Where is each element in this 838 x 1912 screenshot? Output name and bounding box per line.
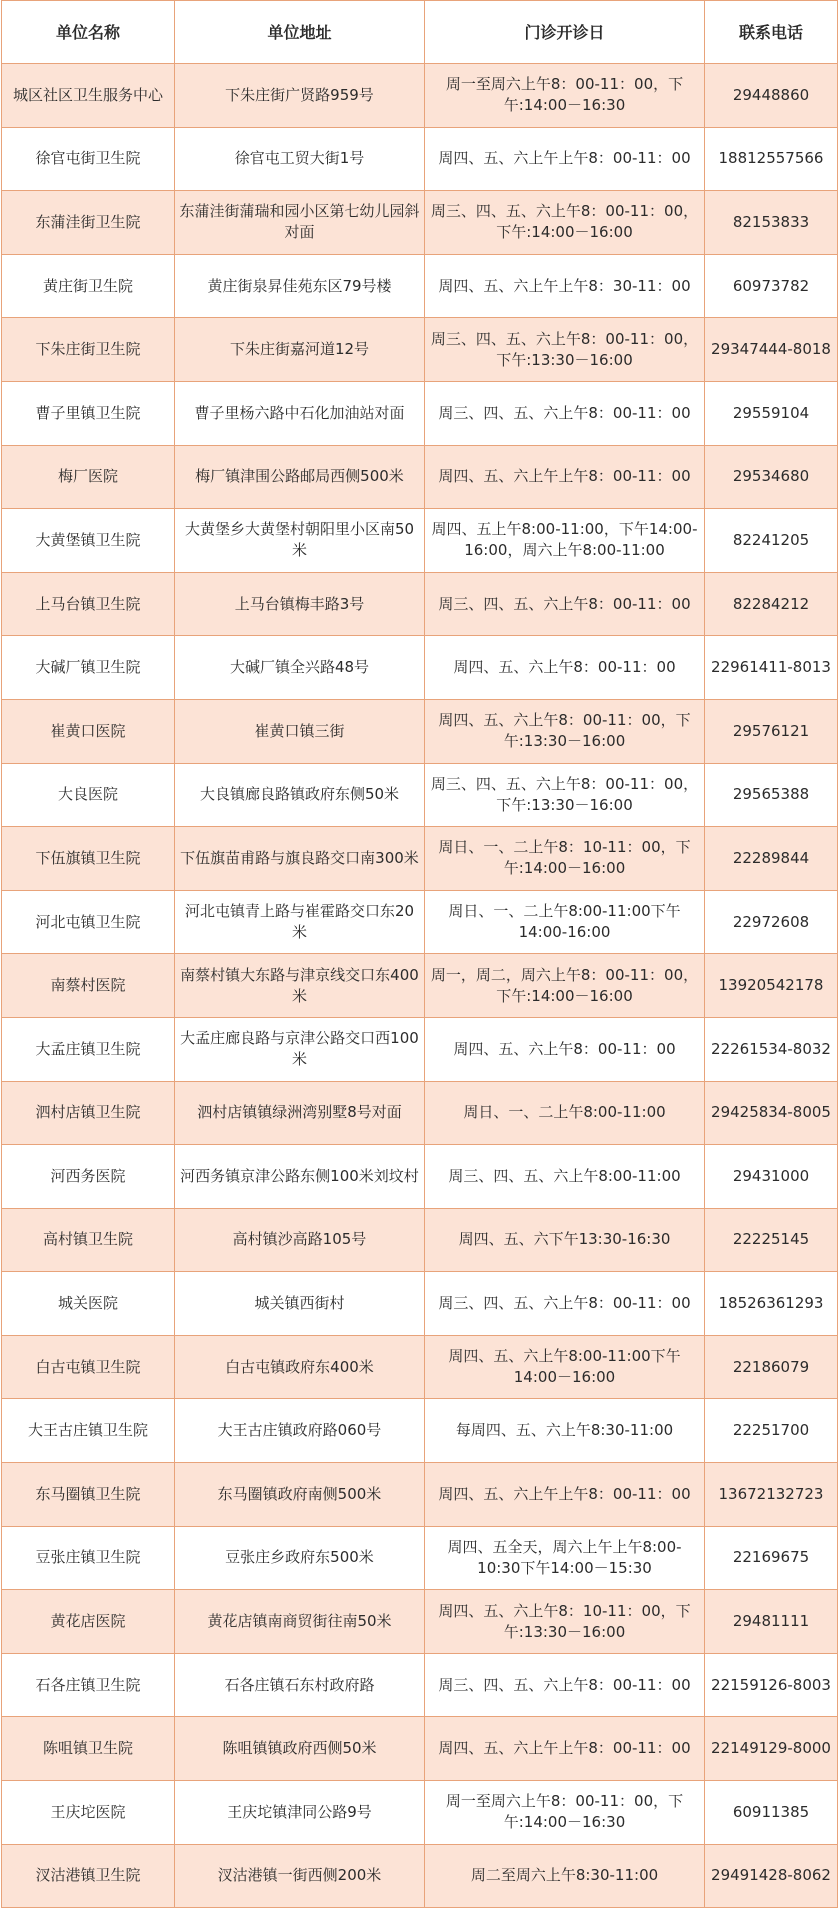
cell-address: 黄庄街泉昇佳苑东区79号楼: [175, 254, 425, 318]
cell-address: 大碱厂镇全兴路48号: [175, 636, 425, 700]
cell-address: 河西务镇京津公路东侧100米刘坟村: [175, 1145, 425, 1209]
cell-hours: 周三、四、五、六上午8：00-11：00: [425, 1272, 705, 1336]
cell-address: 南蔡村镇大东路与津京线交口东400米: [175, 954, 425, 1018]
table-row: [2, 1781, 838, 1845]
table-row: [2, 64, 838, 128]
cell-address: 汊沽港镇一街西侧200米: [175, 1844, 425, 1908]
cell-name: 城区社区卫生服务中心: [2, 64, 175, 128]
header-hours: 门诊开诊日: [425, 1, 705, 64]
cell-name: 河西务医院: [2, 1145, 175, 1209]
cell-name: 石各庄镇卫生院: [2, 1653, 175, 1717]
cell-address: 梅厂镇津围公路邮局西侧500米: [175, 445, 425, 509]
cell-hours: 周四、五、六下午13:30-16:30: [425, 1208, 705, 1272]
cell-name: 下朱庄街卫生院: [2, 318, 175, 382]
cell-name: 大孟庄镇卫生院: [2, 1017, 175, 1081]
cell-phone: 60911385: [705, 1781, 838, 1845]
cell-address: 王庆坨镇津同公路9号: [175, 1781, 425, 1845]
cell-name: 大碱厂镇卫生院: [2, 636, 175, 700]
cell-address: 上马台镇梅丰路3号: [175, 572, 425, 636]
cell-phone: 18812557566: [705, 127, 838, 191]
table-row: [2, 1017, 838, 1081]
cell-name: 豆张庄镇卫生院: [2, 1526, 175, 1590]
table-row: [2, 1717, 838, 1781]
cell-phone: 22961411-8013: [705, 636, 838, 700]
table-row: [2, 1844, 838, 1908]
cell-phone: 22261534-8032: [705, 1017, 838, 1081]
cell-name: 梅厂医院: [2, 445, 175, 509]
cell-hours: 周四、五上午8:00-11:00，下午14:00-16:00，周六上午8:00-11:00: [425, 509, 705, 573]
cell-name: 泗村店镇卫生院: [2, 1081, 175, 1145]
table-row: [2, 572, 838, 636]
cell-phone: 22159126-8003: [705, 1653, 838, 1717]
table-body: [2, 64, 838, 1908]
cell-phone: 29576121: [705, 699, 838, 763]
cell-hours: 周四、五、六上午上午8：00-11：00: [425, 1463, 705, 1527]
table-row: [2, 1463, 838, 1527]
cell-name: 大良医院: [2, 763, 175, 827]
cell-name: 东马圈镇卫生院: [2, 1463, 175, 1527]
table-row: [2, 254, 838, 318]
cell-name: 白古屯镇卫生院: [2, 1335, 175, 1399]
cell-name: 高村镇卫生院: [2, 1208, 175, 1272]
cell-address: 下朱庄街嘉河道12号: [175, 318, 425, 382]
cell-hours: 周四、五、六上午8：10-11：00，下午:13:30－16:00: [425, 1590, 705, 1654]
cell-hours: 周四、五、六上午上午8：00-11：00: [425, 127, 705, 191]
cell-hours: 周一至周六上午8：00-11：00，下午:14:00－16:30: [425, 64, 705, 128]
cell-address: 崔黄口镇三街: [175, 699, 425, 763]
table-row: [2, 763, 838, 827]
cell-hours: 周三、四、五、六上午8：00-11：00: [425, 381, 705, 445]
table-row: [2, 1145, 838, 1209]
table-row: [2, 191, 838, 255]
cell-hours: 周一，周二，周六上午8：00-11：00，下午:14:00－16:00: [425, 954, 705, 1018]
cell-hours: 周四、五、六上午上午8：00-11：00: [425, 445, 705, 509]
table-header: [2, 1, 838, 64]
cell-phone: 29448860: [705, 64, 838, 128]
cell-phone: 29559104: [705, 381, 838, 445]
table-row: [2, 636, 838, 700]
cell-hours: 周四、五、六上午8：00-11：00: [425, 1017, 705, 1081]
cell-phone: 60973782: [705, 254, 838, 318]
table-row: [2, 1335, 838, 1399]
cell-name: 下伍旗镇卫生院: [2, 827, 175, 891]
table-row: [2, 1399, 838, 1463]
cell-hours: 周日、一、二上午8:00-11:00下午14:00-16:00: [425, 890, 705, 954]
cell-name: 王庆坨医院: [2, 1781, 175, 1845]
cell-hours: 周三、四、五、六上午8：00-11：00: [425, 1653, 705, 1717]
cell-name: 徐官屯街卫生院: [2, 127, 175, 191]
cell-hours: 周四、五、六上午8：00-11：00，下午:13:30－16:00: [425, 699, 705, 763]
cell-name: 大黄堡镇卫生院: [2, 509, 175, 573]
cell-hours: 周三、四、五、六上午8：00-11：00，下午:13:30－16:00: [425, 318, 705, 382]
cell-phone: 22289844: [705, 827, 838, 891]
cell-name: 城关医院: [2, 1272, 175, 1336]
header-row: [2, 1, 838, 64]
cell-phone: 29565388: [705, 763, 838, 827]
cell-name: 上马台镇卫生院: [2, 572, 175, 636]
table-row: [2, 381, 838, 445]
cell-phone: 22169675: [705, 1526, 838, 1590]
cell-phone: 13672132723: [705, 1463, 838, 1527]
cell-hours: 周四、五、六上午上午8：30-11：00: [425, 254, 705, 318]
cell-name: 曹子里镇卫生院: [2, 381, 175, 445]
cell-phone: 22251700: [705, 1399, 838, 1463]
cell-hours: 周一至周六上午8：00-11：00，下午:14:00－16:30: [425, 1781, 705, 1845]
cell-phone: 82153833: [705, 191, 838, 255]
cell-hours: 周四、五、六上午上午8：00-11：00: [425, 1717, 705, 1781]
table-row: [2, 1653, 838, 1717]
cell-address: 徐官屯工贸大街1号: [175, 127, 425, 191]
cell-phone: 22225145: [705, 1208, 838, 1272]
cell-phone: 29481111: [705, 1590, 838, 1654]
cell-name: 陈咀镇卫生院: [2, 1717, 175, 1781]
cell-hours: 周四、五全天，周六上午上午8:00-10:30下午14:00－15:30: [425, 1526, 705, 1590]
table-row: [2, 1208, 838, 1272]
table-row: [2, 1526, 838, 1590]
cell-name: 河北屯镇卫生院: [2, 890, 175, 954]
cell-address: 下伍旗苗甫路与旗良路交口南300米: [175, 827, 425, 891]
cell-phone: 18526361293: [705, 1272, 838, 1336]
cell-hours: 周三、四、五、六上午8：00-11：00: [425, 572, 705, 636]
cell-address: 城关镇西街村: [175, 1272, 425, 1336]
cell-hours: 周三、四、五、六上午8：00-11：00，下午:14:00－16:00: [425, 191, 705, 255]
table-row: [2, 1590, 838, 1654]
cell-hours: 周四、五、六上午8:00-11:00下午14:00－16:00: [425, 1335, 705, 1399]
cell-address: 大王古庄镇政府路060号: [175, 1399, 425, 1463]
cell-address: 大孟庄廊良路与京津公路交口西100米: [175, 1017, 425, 1081]
table-row: [2, 890, 838, 954]
cell-hours: 周日、一、二上午8：10-11：00，下午:14:00－16:00: [425, 827, 705, 891]
cell-address: 东蒲洼街蒲瑞和园小区第七幼儿园斜对面: [175, 191, 425, 255]
cell-address: 白古屯镇政府东400米: [175, 1335, 425, 1399]
cell-address: 曹子里杨六路中石化加油站对面: [175, 381, 425, 445]
cell-address: 河北屯镇青上路与崔霍路交口东20米: [175, 890, 425, 954]
cell-phone: 13920542178: [705, 954, 838, 1018]
cell-address: 高村镇沙高路105号: [175, 1208, 425, 1272]
table-row: [2, 318, 838, 382]
table-row: [2, 1272, 838, 1336]
cell-phone: 22972608: [705, 890, 838, 954]
header-name: 单位名称: [2, 1, 175, 64]
cell-hours: 周三、四、五、六上午8:00-11:00: [425, 1145, 705, 1209]
cell-address: 大黄堡乡大黄堡村朝阳里小区南50米: [175, 509, 425, 573]
table-row: [2, 509, 838, 573]
cell-name: 黄庄街卫生院: [2, 254, 175, 318]
cell-phone: 22149129-8000: [705, 1717, 838, 1781]
cell-phone: 29534680: [705, 445, 838, 509]
cell-address: 泗村店镇镇绿洲湾别墅8号对面: [175, 1081, 425, 1145]
table-row: [2, 699, 838, 763]
table-row: [2, 445, 838, 509]
table-row: [2, 827, 838, 891]
table-row: [2, 127, 838, 191]
cell-phone: 82241205: [705, 509, 838, 573]
cell-address: 下朱庄街广贤路959号: [175, 64, 425, 128]
cell-hours: 周二至周六上午8:30-11:00: [425, 1844, 705, 1908]
cell-hours: 周日、一、二上午8:00-11:00: [425, 1081, 705, 1145]
table-row: [2, 954, 838, 1018]
cell-phone: 29347444-8018: [705, 318, 838, 382]
cell-phone: 82284212: [705, 572, 838, 636]
cell-hours: 周三、四、五、六上午8：00-11：00，下午:13:30－16:00: [425, 763, 705, 827]
cell-name: 东蒲洼街卫生院: [2, 191, 175, 255]
clinic-table: [1, 0, 838, 1908]
cell-phone: 29491428-8062: [705, 1844, 838, 1908]
cell-address: 豆张庄乡政府东500米: [175, 1526, 425, 1590]
header-phone: 联系电话: [705, 1, 838, 64]
header-address: 单位地址: [175, 1, 425, 64]
cell-name: 汊沽港镇卫生院: [2, 1844, 175, 1908]
cell-name: 黄花店医院: [2, 1590, 175, 1654]
cell-name: 崔黄口医院: [2, 699, 175, 763]
cell-name: 大王古庄镇卫生院: [2, 1399, 175, 1463]
cell-hours: 周四、五、六上午8：00-11：00: [425, 636, 705, 700]
cell-phone: 29425834-8005: [705, 1081, 838, 1145]
cell-address: 陈咀镇镇政府西侧50米: [175, 1717, 425, 1781]
cell-address: 黄花店镇南商贸街往南50米: [175, 1590, 425, 1654]
cell-address: 石各庄镇石东村政府路: [175, 1653, 425, 1717]
cell-address: 大良镇廊良路镇政府东侧50米: [175, 763, 425, 827]
cell-name: 南蔡村医院: [2, 954, 175, 1018]
cell-phone: 22186079: [705, 1335, 838, 1399]
cell-address: 东马圈镇政府南侧500米: [175, 1463, 425, 1527]
table-row: [2, 1081, 838, 1145]
cell-hours: 每周四、五、六上午8:30-11:00: [425, 1399, 705, 1463]
cell-phone: 29431000: [705, 1145, 838, 1209]
